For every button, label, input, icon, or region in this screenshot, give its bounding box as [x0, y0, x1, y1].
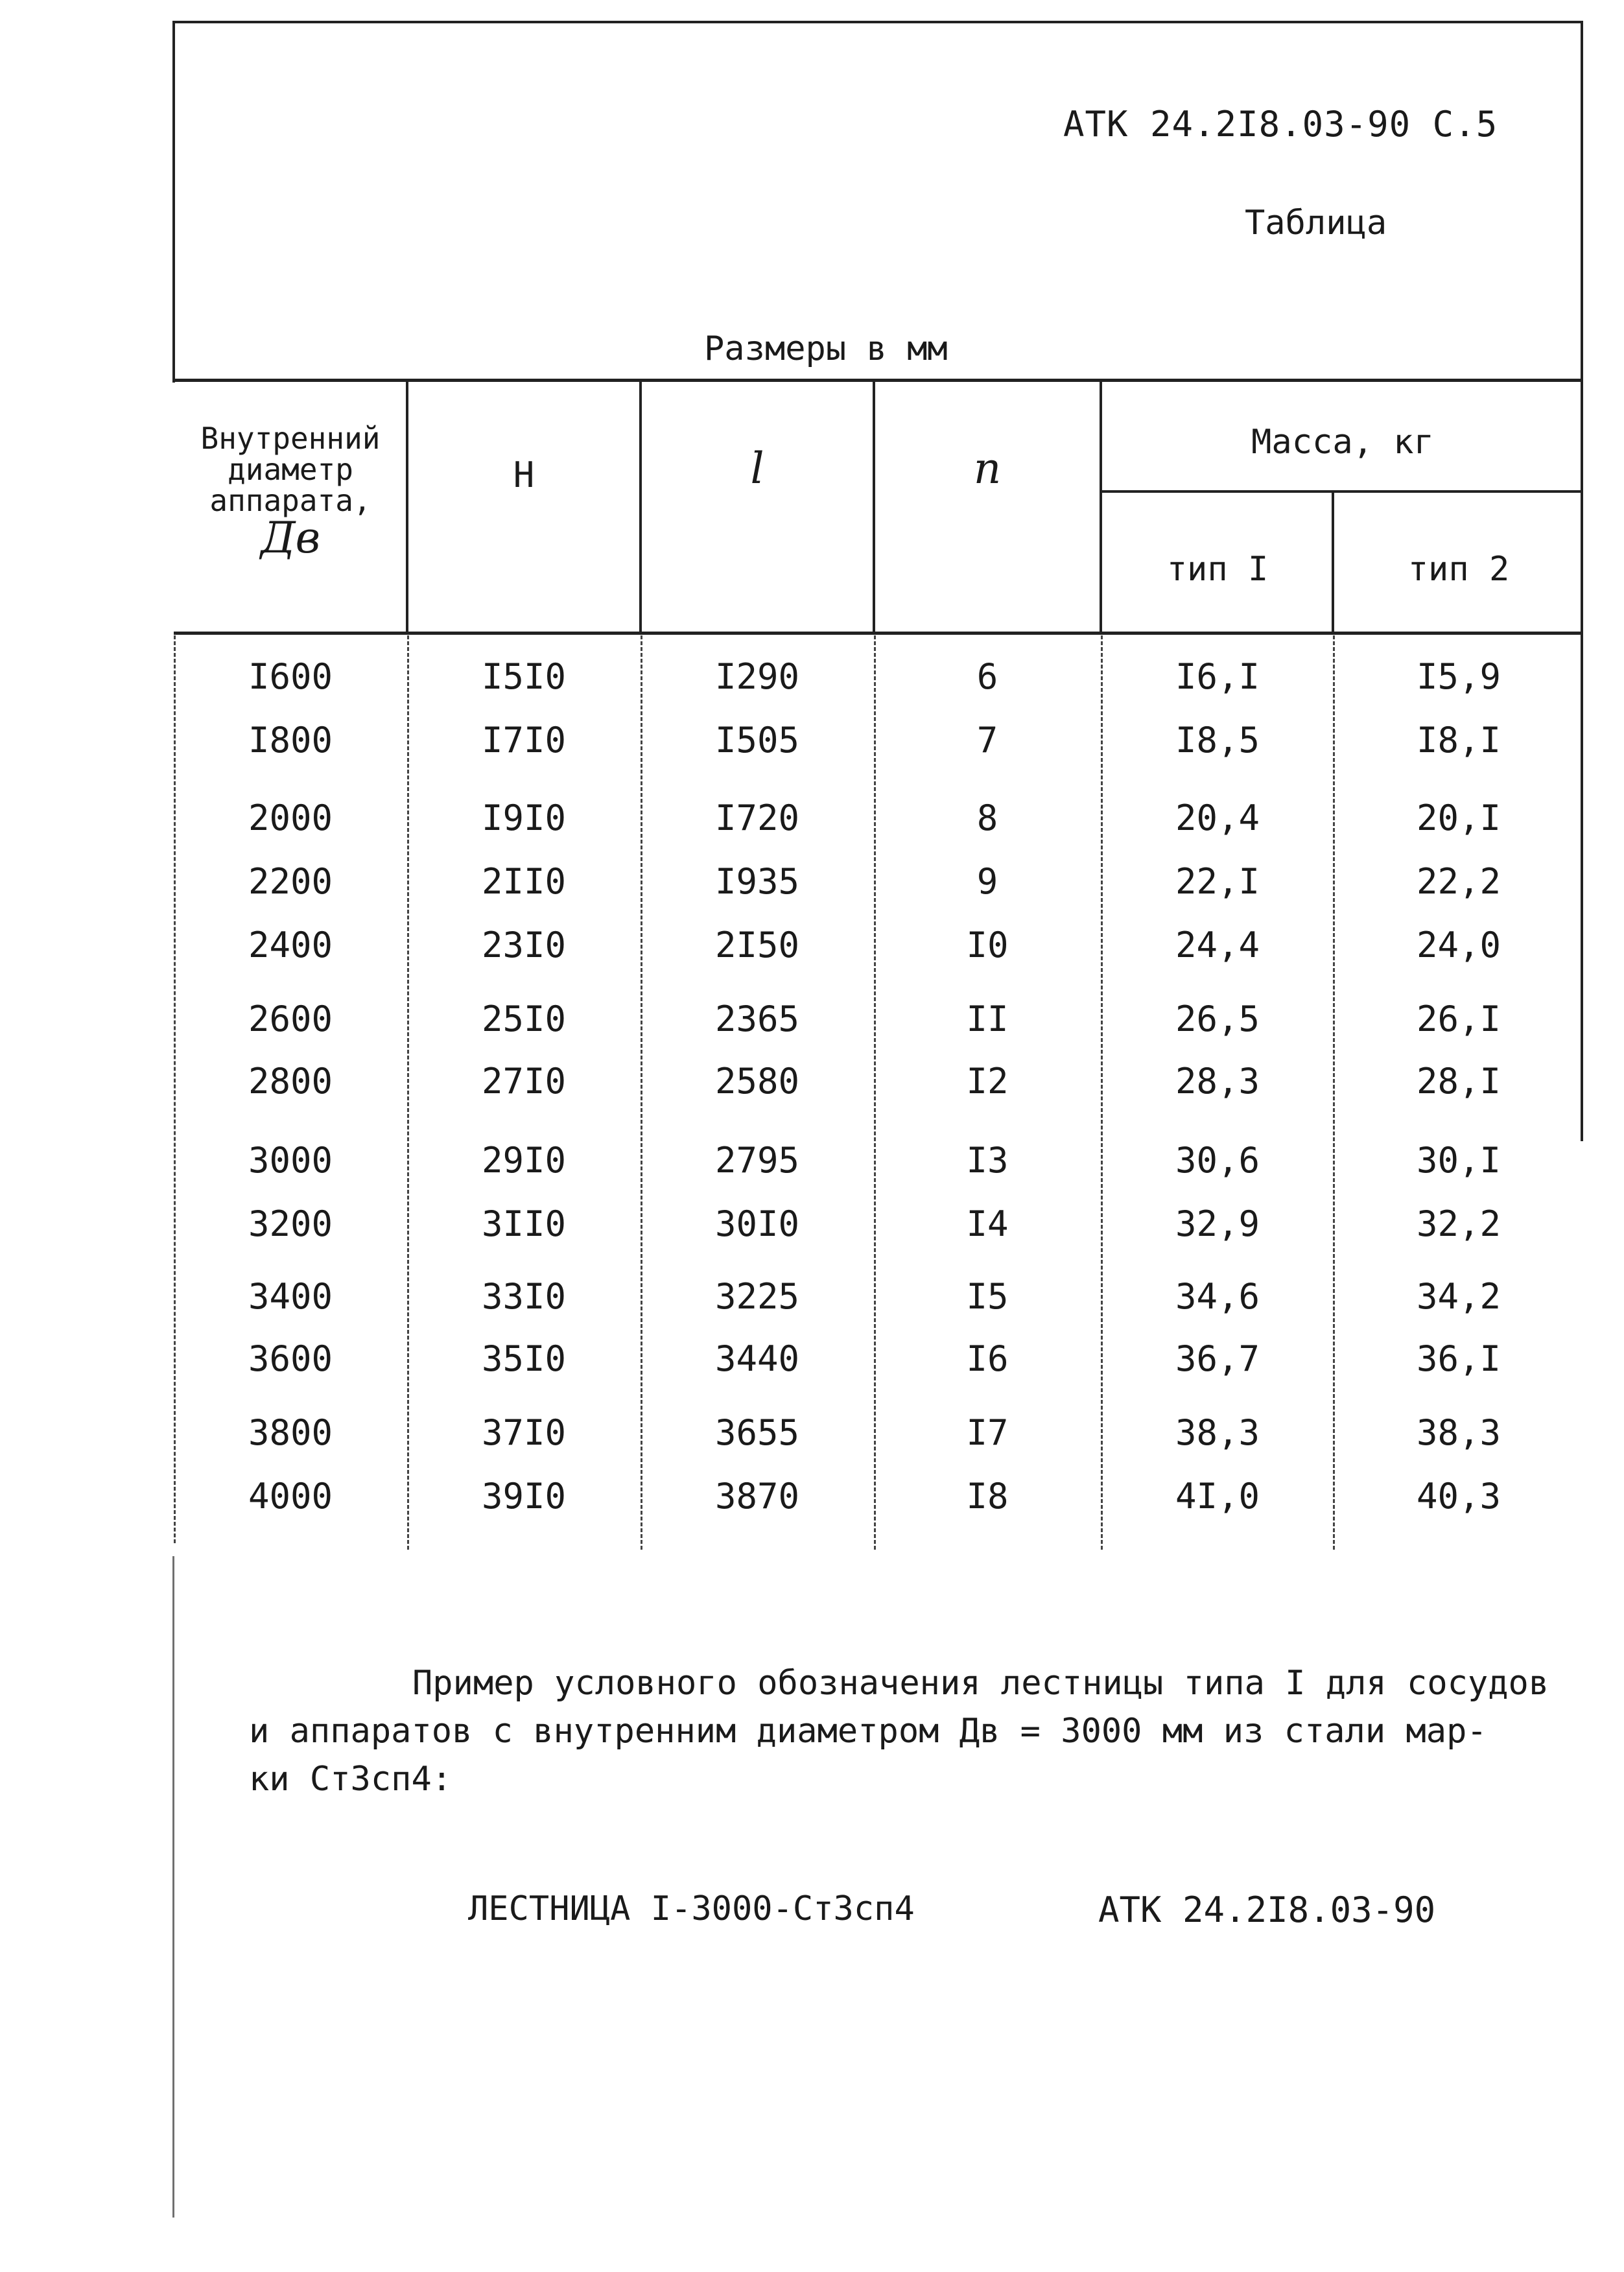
header-inner-diameter: [175, 421, 406, 563]
cell-diameter: 2600: [248, 999, 333, 1039]
designation-code: АТК 24.2I8.03-90: [1098, 1889, 1436, 1930]
table-top-rule: [174, 379, 1583, 382]
cell-n: 8: [976, 798, 998, 838]
cell-mass-type-2: 30,I: [1416, 1140, 1501, 1181]
cell-diameter: 3000: [248, 1140, 333, 1181]
header-col-divider-1: [406, 379, 408, 634]
cell-h: 3II0: [481, 1203, 567, 1244]
cell-diameter: 4000: [248, 1476, 333, 1517]
cell-l: 2580: [714, 1061, 800, 1102]
cell-diameter: 3200: [248, 1203, 333, 1244]
cell-mass-type-2: 34,2: [1416, 1276, 1501, 1317]
header-col-divider-2: [639, 379, 642, 634]
margin-line: [172, 1556, 174, 2218]
cell-mass-type-2: 36,I: [1416, 1338, 1501, 1379]
cell-mass-type-2: 32,2: [1416, 1203, 1501, 1244]
cell-mass-type-1: 24,4: [1175, 925, 1260, 965]
cell-diameter: 3800: [248, 1412, 333, 1453]
cell-n: I3: [966, 1140, 1009, 1181]
cell-l: I720: [714, 798, 800, 838]
cell-mass-type-1: 36,7: [1175, 1338, 1260, 1379]
cell-mass-type-1: 28,3: [1175, 1061, 1260, 1102]
cell-n: I0: [966, 925, 1009, 965]
cell-mass-type-1: 32,9: [1175, 1203, 1260, 1244]
cell-l: 30I0: [714, 1203, 800, 1244]
cell-mass-type-2: 38,3: [1416, 1412, 1501, 1453]
table-caption: Таблица: [1245, 204, 1387, 243]
document-code: АТК 24.2I8.03-90 С.5: [1063, 104, 1498, 145]
cell-mass-type-2: 26,I: [1416, 999, 1501, 1039]
cell-h: I9I0: [481, 798, 567, 838]
cell-mass-type-2: I5,9: [1416, 656, 1501, 697]
header-h: Н: [513, 455, 535, 495]
header-diameter-symbol: Дв: [260, 513, 321, 563]
cell-n: I2: [966, 1061, 1009, 1102]
cell-diameter: 2000: [248, 798, 333, 838]
cell-mass-type-1: 22,I: [1175, 861, 1260, 902]
cell-n: 6: [976, 656, 998, 697]
cell-diameter: I800: [248, 720, 333, 761]
cell-diameter: 2400: [248, 925, 333, 965]
cell-mass-type-1: 30,6: [1175, 1140, 1260, 1181]
header-diameter-line-1: Внутренний: [200, 421, 381, 456]
cell-mass-type-1: 38,3: [1175, 1412, 1260, 1453]
cell-h: I7I0: [481, 720, 567, 761]
cell-n: I6: [966, 1338, 1009, 1379]
cell-h: 23I0: [481, 925, 567, 965]
cell-h: 35I0: [481, 1338, 567, 1379]
cell-mass-type-1: I8,5: [1175, 720, 1260, 761]
frame-top-border: [174, 21, 1583, 23]
cell-l: I935: [714, 861, 800, 902]
cell-mass-type-2: 22,2: [1416, 861, 1501, 902]
note-line-3: ки Ст3сп4:: [249, 1760, 453, 1799]
cell-mass-type-2: 28,I: [1416, 1061, 1501, 1102]
cell-n: 9: [976, 861, 998, 902]
mass-subheader-rule: [1102, 490, 1583, 493]
cell-h: 29I0: [481, 1140, 567, 1181]
cell-l: 3440: [714, 1338, 800, 1379]
cell-diameter: 2200: [248, 861, 333, 902]
cell-h: I5I0: [481, 656, 567, 697]
header-l: l: [750, 444, 764, 493]
cell-diameter: 2800: [248, 1061, 333, 1102]
cell-h: 33I0: [481, 1276, 567, 1317]
header-bottom-rule: [174, 632, 1583, 635]
cell-h: 2II0: [481, 861, 567, 902]
note-line-1: Пример условного обозначения лестницы типа I для сосудов: [412, 1664, 1549, 1703]
cell-l: 3225: [714, 1276, 800, 1317]
header-n: n: [973, 444, 1002, 493]
cell-n: I7: [966, 1412, 1009, 1453]
cell-n: I4: [966, 1203, 1009, 1244]
cell-h: 37I0: [481, 1412, 567, 1453]
header-col-divider-4: [1100, 379, 1102, 634]
cell-l: I505: [714, 720, 800, 761]
header-type-2: тип 2: [1407, 550, 1510, 589]
cell-l: 3655: [714, 1412, 800, 1453]
cell-mass-type-2: 20,I: [1416, 798, 1501, 838]
header-type-1: тип I: [1166, 550, 1269, 589]
cell-n: I8: [966, 1476, 1009, 1517]
cell-mass-type-2: 40,3: [1416, 1476, 1501, 1517]
cell-diameter: I600: [248, 656, 333, 697]
cell-n: 7: [976, 720, 998, 761]
cell-mass-type-1: 34,6: [1175, 1276, 1260, 1317]
cell-l: I290: [714, 656, 800, 697]
cell-mass-type-1: 26,5: [1175, 999, 1260, 1039]
header-mass: Масса, кг: [1251, 423, 1434, 462]
cell-mass-type-1: I6,I: [1175, 656, 1260, 697]
cell-mass-type-2: I8,I: [1416, 720, 1501, 761]
frame-left-border: [172, 21, 175, 383]
cell-diameter: 3400: [248, 1276, 333, 1317]
cell-h: 27I0: [481, 1061, 567, 1102]
cell-diameter: 3600: [248, 1338, 333, 1379]
header-diameter-line-2: диаметр: [228, 452, 353, 487]
header-diameter-line-3: аппарата,: [209, 483, 371, 518]
cell-mass-type-1: 4I,0: [1175, 1476, 1260, 1517]
cell-l: 2365: [714, 999, 800, 1039]
cell-l: 3870: [714, 1476, 800, 1517]
note-line-2: и аппаратов с внутренним диаметром Дв = 3000 мм из стали мар-: [249, 1712, 1487, 1751]
cell-h: 25I0: [481, 999, 567, 1039]
units-label: Размеры в мм: [704, 329, 948, 368]
cell-mass-type-2: 24,0: [1416, 925, 1501, 965]
header-col-divider-3: [873, 379, 875, 634]
cell-l: 2I50: [714, 925, 800, 965]
designation-text: ЛЕСТНИЦА I-3000-Ст3сп4: [468, 1889, 915, 1928]
cell-n: II: [966, 999, 1009, 1039]
cell-h: 39I0: [481, 1476, 567, 1517]
cell-n: I5: [966, 1276, 1009, 1317]
cell-l: 2795: [714, 1140, 800, 1181]
cell-mass-type-1: 20,4: [1175, 798, 1260, 838]
